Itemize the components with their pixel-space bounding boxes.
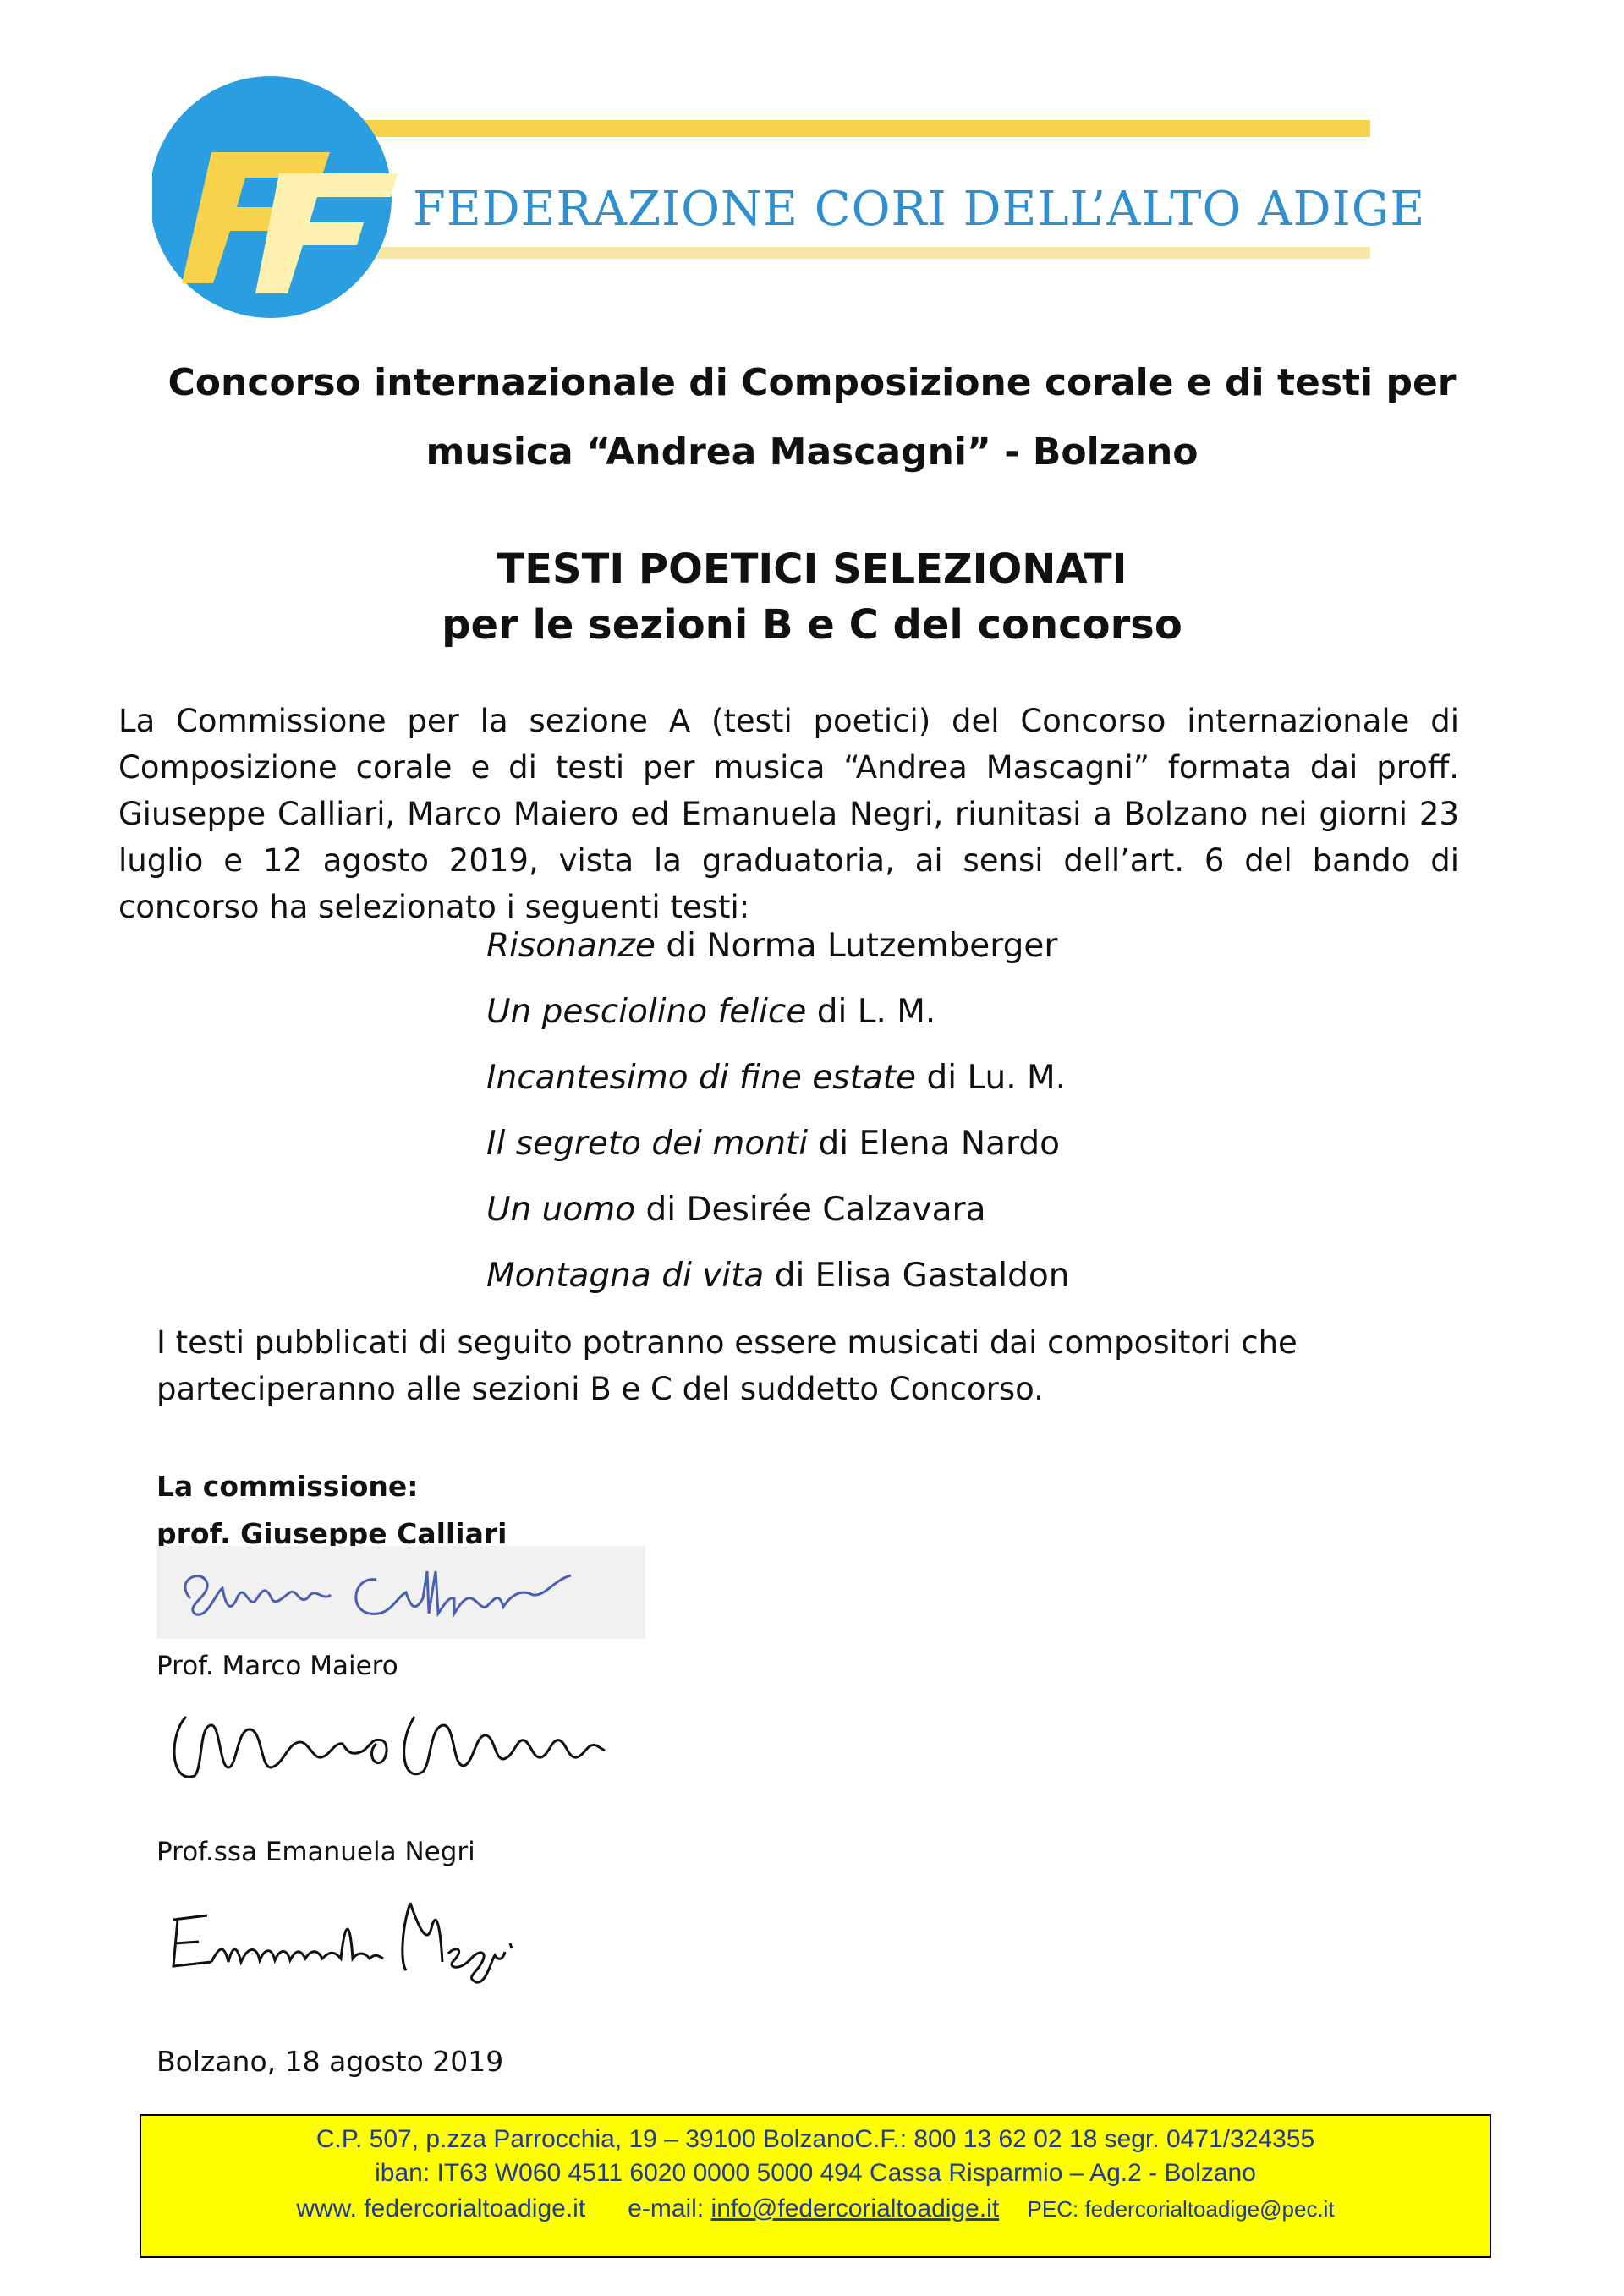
work-author: di Norma Lutzemberger bbox=[655, 927, 1058, 965]
footer-email-label: e-mail: bbox=[628, 2195, 711, 2222]
signature-calliari bbox=[156, 1546, 645, 1639]
work-title: Un pesciolino felice bbox=[486, 993, 807, 1031]
work-title: Un uomo bbox=[486, 1191, 636, 1229]
list-item bbox=[486, 913, 1069, 979]
publication-note: I testi pubblicati di seguito potranno essere musicati dai compositori che parteciperanno alle sezioni B e C del suddetto Concorso. bbox=[156, 1324, 1298, 1407]
work-title: Montagna di vita bbox=[486, 1257, 765, 1295]
work-title: Risonanze bbox=[486, 927, 656, 965]
list-item bbox=[486, 1177, 1069, 1243]
work-author: di Elena Nardo bbox=[808, 1125, 1060, 1163]
work-author: di Elisa Gastaldon bbox=[764, 1257, 1070, 1295]
member-name-2: Prof. Marco Maiero bbox=[156, 1651, 398, 1681]
footer-address: C.P. 507, p.zza Parrocchia, 19 – 39100 BolzanoC.F.: 800 13 62 02 18 segr. 0471/324355 bbox=[315, 2125, 1315, 2153]
list-item bbox=[486, 979, 1069, 1045]
signature-maiero bbox=[161, 1691, 634, 1801]
commission-heading bbox=[156, 1463, 507, 1558]
document-date: Bolzano, 18 agosto 2019 bbox=[156, 2045, 504, 2078]
footer-pec[interactable]: PEC: federcorialtoadige@pec.it bbox=[1027, 2196, 1335, 2222]
signature-negri bbox=[156, 1877, 537, 1987]
contest-title bbox=[0, 348, 1624, 487]
work-title: Il segreto dei monti bbox=[486, 1125, 809, 1163]
federation-logo bbox=[152, 72, 1426, 326]
organization-name: FEDERAZIONE CORI DELL’ALTO ADIGE bbox=[413, 182, 1426, 237]
work-author: di Desirée Calzavara bbox=[635, 1191, 986, 1229]
section-heading-line-1: TESTI POETICI SELEZIONATI bbox=[497, 545, 1127, 593]
footer-iban: iban: IT63 W060 4511 6020 0000 5000 494 Cassa Risparmio – Ag.2 - Bolzano bbox=[375, 2159, 1256, 2187]
contest-title-line-1: Concorso internazionale di Composizione corale e di testi per bbox=[167, 361, 1457, 404]
footer-website-link[interactable]: www. federcorialtoadige.it bbox=[296, 2195, 586, 2222]
work-author: di L. M. bbox=[806, 993, 936, 1031]
list-item bbox=[486, 1045, 1069, 1111]
commission-label: La commissione: bbox=[156, 1470, 419, 1503]
work-author: di Lu. M. bbox=[916, 1059, 1067, 1097]
list-item bbox=[486, 1243, 1069, 1309]
footer-email-link[interactable]: info@federcorialtoadige.it bbox=[710, 2195, 1000, 2222]
member-name-1: prof. Giuseppe Calliari bbox=[156, 1517, 508, 1550]
list-item bbox=[486, 1111, 1069, 1177]
contact-footer bbox=[140, 2114, 1491, 2258]
intro-paragraph: La Commissione per la sezione A (testi poetici) del Concorso internazionale di Composizione corale e di testi per musica “Andrea Mascagni” formata dai proff. Giuseppe Calliari, Marco Maiero ed Emanuela Negri, riunitasi a Bolzano nei giorni 23 luglio e 12 agosto 2019, vista la graduatoria, ai sensi dell’art. 6 del bando di concorso ha selezionato i seguenti testi: bbox=[118, 703, 1459, 925]
footer-contacts bbox=[141, 2194, 1490, 2224]
section-heading bbox=[0, 541, 1624, 653]
member-name-3: Prof.ssa Emanuela Negri bbox=[156, 1837, 475, 1867]
selected-works-list bbox=[486, 913, 1069, 1309]
contest-title-line-2: musica “Andrea Mascagni” - Bolzano bbox=[425, 430, 1199, 474]
section-heading-line-2: per le sezioni B e C del concorso bbox=[442, 601, 1182, 649]
work-title: Incantesimo di fine estate bbox=[486, 1059, 917, 1097]
